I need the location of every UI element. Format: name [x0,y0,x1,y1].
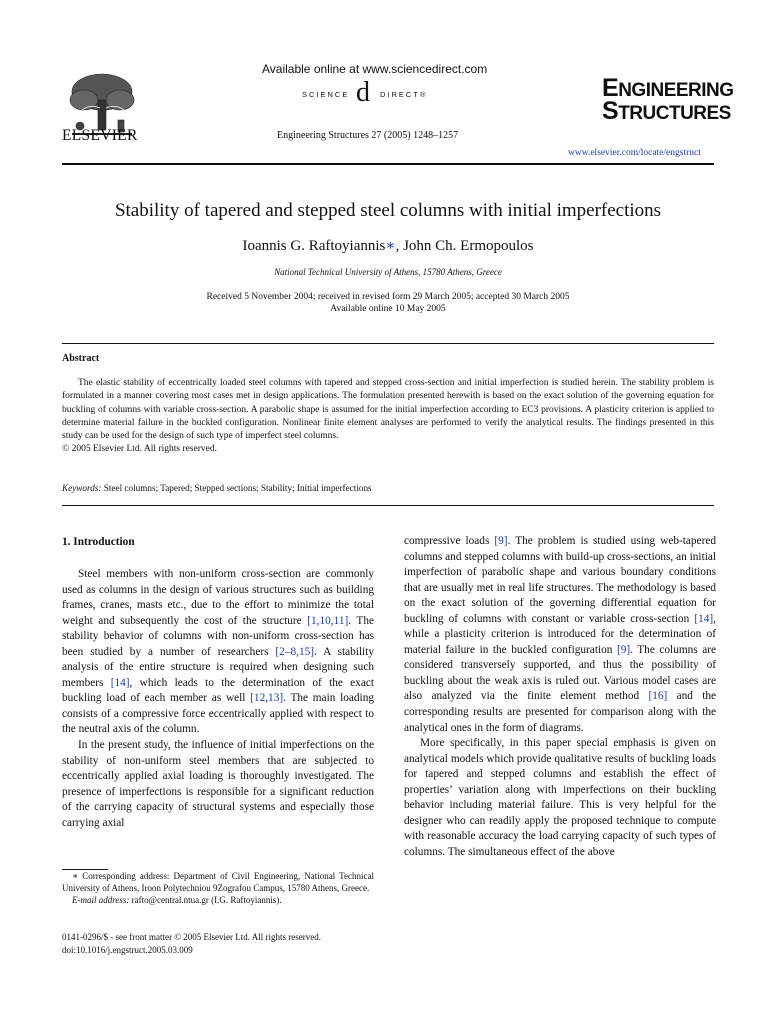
author-1: Ioannis G. Raftoyiannis [242,238,386,254]
citation-ref[interactable]: [2–8,15] [275,645,315,658]
right-column [404,534,716,860]
citation-ref[interactable]: [1,10,11] [307,614,349,627]
header-rule [62,163,714,165]
left-column [62,567,374,831]
sciencedirect-logo-right: DIRECT® [380,90,428,99]
abstract-top-rule [62,343,714,344]
author-2: , John Ch. Ermopoulos [395,238,534,254]
journal-url-link[interactable]: www.elsevier.com/locate/engstruct [568,148,701,158]
citation-ref[interactable]: [9] [494,535,508,547]
footnote [62,870,374,906]
article-dates [62,291,714,315]
intro-paragraph-3: compressive loads [9]. The problem is studied using web-tapered columns and stepped columns with build-up cross-sections, an initial imperfection of parabolic shape and various boundary conditions that are usually met in real life structures. The methodology is based on the exact solution of the governing differential equation for buckling of columns with constant or variable cross-section [14], while a plasticity criterion is introduced for the determination of material failure in the buckled configuration [9]. The columns are considered transversely supported, and thus the possibility of buckling about the weak axis is ruled out. Various model cases are also analyzed via the finite element method [16] and the corresponding results are presented for comparison along with the analytical ones in the form of diagrams. [404,535,717,734]
abstract-text: The elastic stability of eccentrically loaded steel columns with tapered and stepped cross-section and initial imperfection is studied herein. The stability problem is formulated in a manner covering most cases met in design applications. The formulation presented herewith is based on the exact solution of the governing equation for buckling of columns with variable cross-section. A parabolic shape is assumed for the initial imperfection according to EC3 provisions. A plasticity criterion is applied to determine material failure in the buckled configuration. Nonlinear finite element analyses are performed to verify the analytical results. The findings presented in this study can be used for the design of such type of imperfect steel columns. [62,378,714,442]
intro-paragraph-1: Steel members with non-uniform cross-section are commonly used as columns in the design of various structures such as building frames, cranes, masts etc., due to the effort to minimize the total weight and subsequently the cost of the structure [1,10,11]. The stability behavior of columns with non-uniform cross-section has been studied by a number of researchers [2–8,15]. A stability analysis of the entire structure is required when designing such members [14], which leads to the determination of the exact buckling load of each member as well [12,13]. The main loading consists of a compressive force eccentrically applied with respect to the neutral axis of the column. [62,568,375,736]
email-address[interactable]: rafto@central.ntua.gr (I.G. Raftoyiannis). [129,895,282,905]
available-online-line[interactable]: Available online at www.sciencedirect.com [262,62,488,76]
journal-logo: ENGINEERING STRUCTURES [602,74,734,125]
received-dates: Received 5 November 2004; received in revised form 29 March 2005; accepted 30 March 2005 [206,292,570,302]
email-label: E-mail address: [72,895,130,905]
author-list [62,236,714,255]
keywords [62,483,372,493]
section-heading-introduction: 1. Introduction [62,536,135,548]
abstract-heading: Abstract [62,353,100,364]
citation-ref[interactable]: [16] [648,690,668,703]
sciencedirect-logo-mark: d [356,77,370,108]
abstract-body [62,377,714,457]
sciencedirect-logo-left: SCIENCE [302,90,350,99]
issn-line: 0141-0296/$ - see front matter © 2005 Elsevier Ltd. All rights reserved. [62,932,322,942]
citation-ref[interactable]: [12,13] [250,692,284,705]
intro-paragraph-2: In the present study, the influence of initial imperfections on the stability of non-uniform steel members that are subjected to eccentrically applied axial loading is thoroughly investigated. The presence of imperfections is responsible for a significant reduction of the carrying capacity of structural systems and especially those carrying axial [62,739,374,829]
article-title: Stability of tapered and stepped steel columns with initial imperfections [114,200,662,221]
abstract-copyright: © 2005 Elsevier Ltd. All rights reserved. [62,444,217,455]
publisher-name: ELSEVIER [62,127,138,144]
journal-citation: Engineering Structures 27 (2005) 1248–1257 [277,130,459,141]
citation-ref[interactable]: [14] [110,676,130,689]
keywords-list: Steel columns; Tapered; Stepped sections; Stability; Initial imperfections [101,483,372,493]
corresponding-address: ∗ Corresponding address: Department of Civil Engineering, National Technical University of Athens, Iroon Polytechniou 9Zografou Campus, 15780 Athens, Greece. [62,871,374,893]
available-date: Available online 10 May 2005 [330,304,446,314]
corresponding-author-mark[interactable]: ∗ [385,238,396,254]
citation-ref[interactable]: [9] [616,643,631,656]
abstract-bottom-rule [62,505,714,506]
doi-line[interactable]: doi:10.1016/j.engstruct.2005.03.009 [62,944,193,955]
citation-ref[interactable]: [14] [694,612,714,625]
front-matter-info [62,931,321,956]
intro-paragraph-4: More specifically, in this paper special emphasis is given on analytical models which provide qualitative results of buckling loads for tapered and stepped columns and establish the effect of properties’ variation along with imperfections on their buckling behavior including material failure. This is very helpful for the designer who can readily apply the proposed technique to compute with reasonable accuracy the load carrying capacity of such types of columns. The simultaneous effect of the above [404,737,716,858]
affiliation: National Technical University of Athens, 15780 Athens, Greece [274,267,502,277]
keywords-label: Keywords: [62,483,102,493]
